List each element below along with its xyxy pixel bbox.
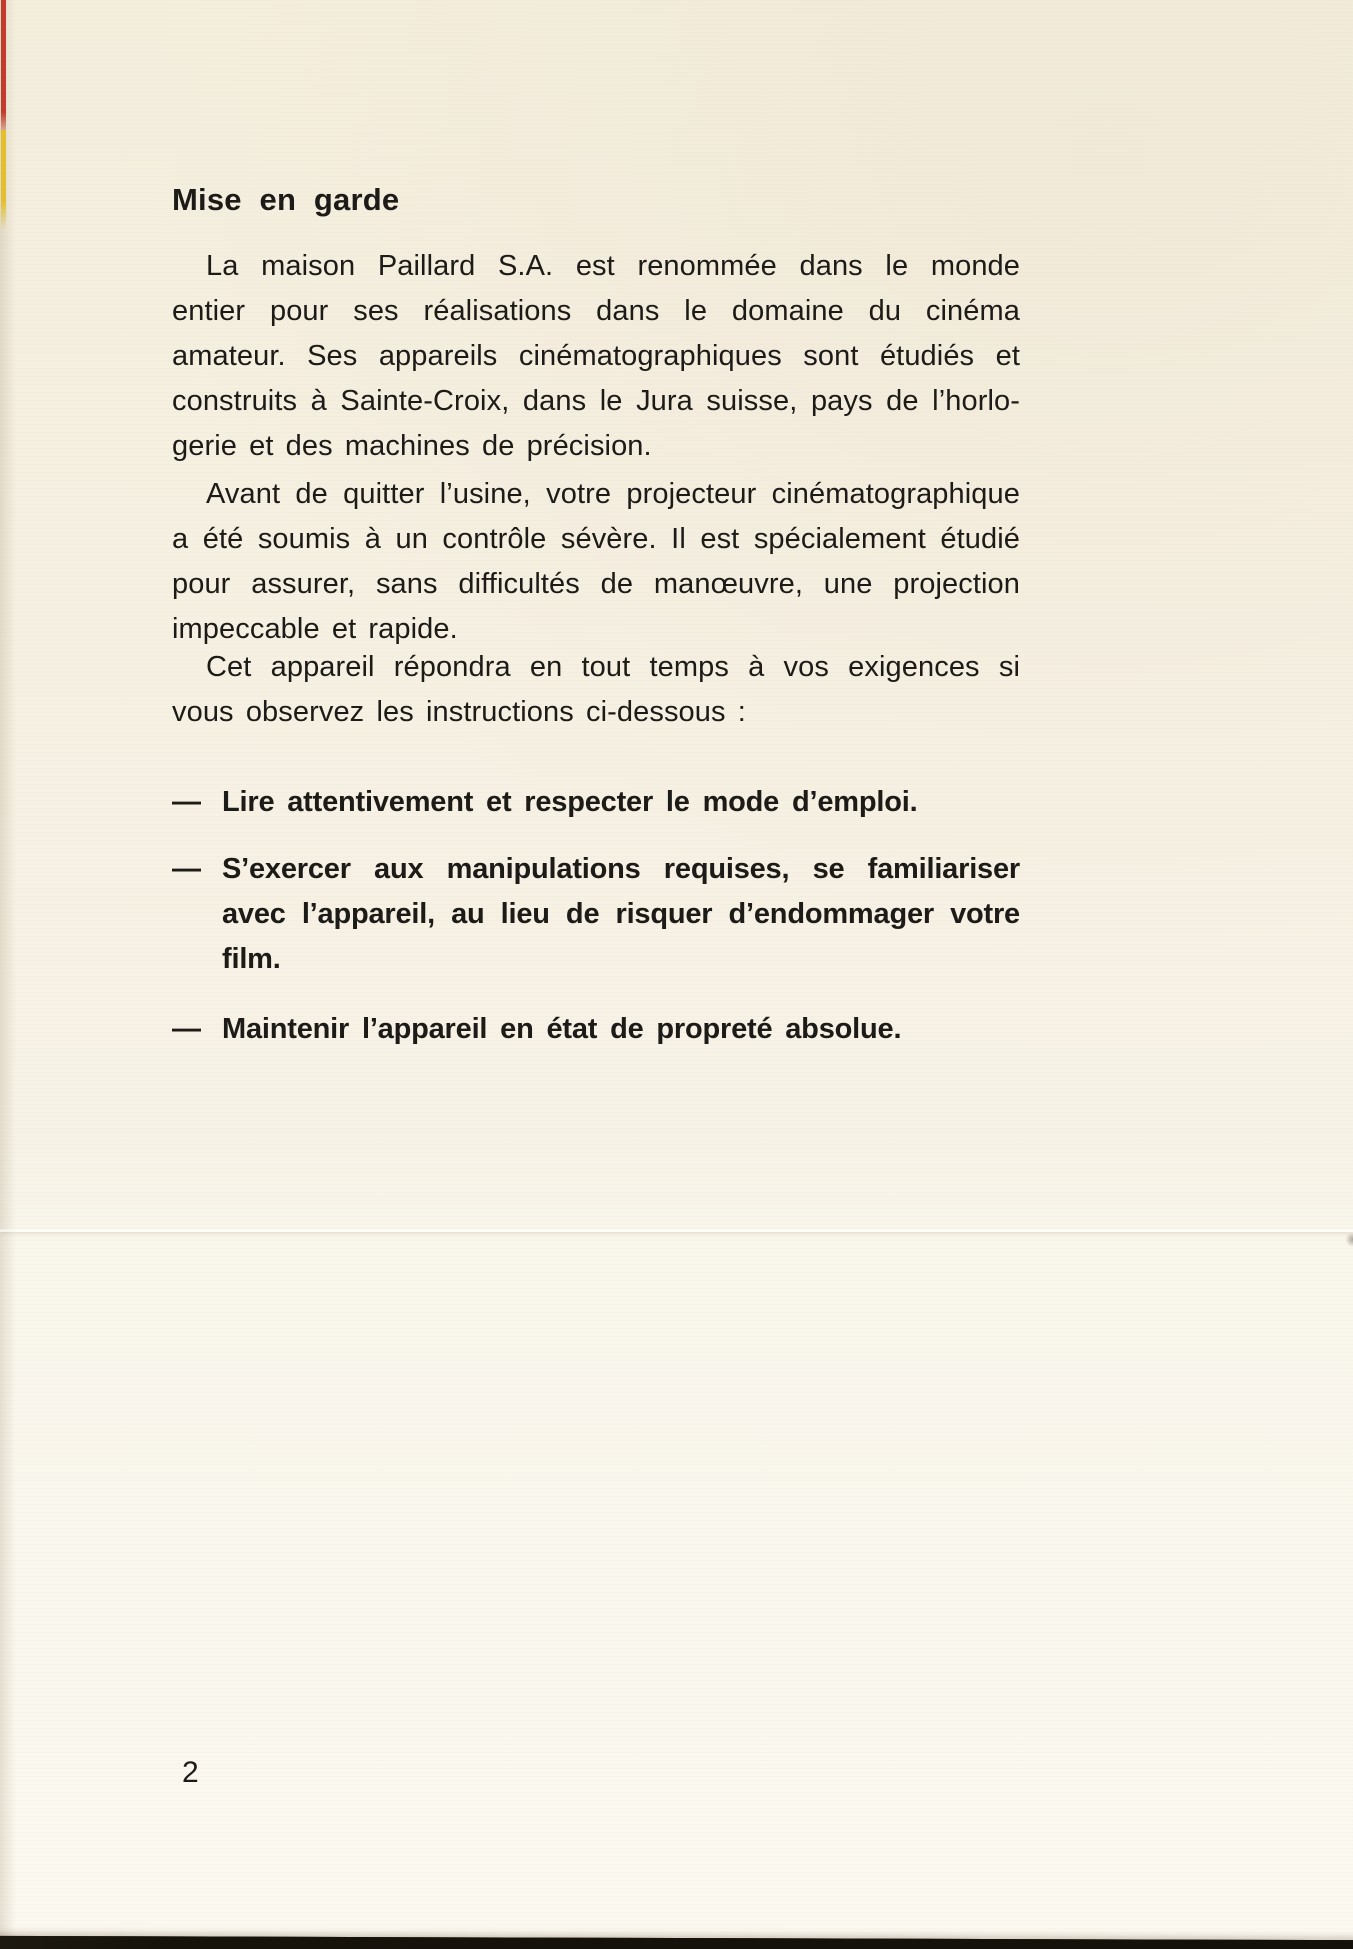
- paragraph-intro: [172, 244, 1020, 469]
- text-line: film.: [222, 943, 281, 975]
- right-edge-mark: [1345, 1232, 1353, 1247]
- instruction-item: [172, 847, 1020, 982]
- text-line: impeccable et rapide.: [172, 613, 458, 645]
- text-line: Cet appareil répondra en tout temps à vos exigences si: [206, 651, 1020, 683]
- text-line: vous observez les instructions ci-dessous :: [172, 696, 746, 728]
- instruction-item: [172, 1007, 1020, 1052]
- text-line: construits à Sainte-Croix, dans le Jura suisse, pays de l’horlo-: [172, 385, 1020, 417]
- paper-crease-line: [0, 1229, 1353, 1232]
- instruction-text: [222, 1007, 1020, 1052]
- page-title: Mise en garde: [172, 182, 400, 217]
- text-line: Lire attentivement et respecter le mode d’emploi.: [222, 786, 918, 818]
- page-edge-yellow-strip: [1, 130, 6, 230]
- text-line: La maison Paillard S.A. est renommée dans le monde: [206, 250, 1020, 282]
- dash-marker: —: [172, 853, 201, 885]
- instruction-text: [222, 847, 1020, 982]
- dash-marker: —: [172, 786, 201, 818]
- dash-marker: —: [172, 1013, 201, 1045]
- paragraph-quality-control: [172, 472, 1020, 652]
- text-line: S’exercer aux manipulations requises, se familiariser: [222, 853, 1020, 885]
- page-number: 2: [182, 1756, 199, 1789]
- text-line: pour assurer, sans difficultés de manœuvre, une projection: [172, 568, 1020, 600]
- instruction-item: [172, 780, 1020, 825]
- instruction-text: [222, 780, 1020, 825]
- text-line: Avant de quitter l’usine, votre projecteur cinématographique: [206, 478, 1020, 510]
- text-line: a été soumis à un contrôle sévère. Il est spécialement étudié: [172, 523, 1020, 555]
- text-line: amateur. Ses appareils cinématographiques sont étudiés et: [172, 340, 1020, 372]
- text-line: entier pour ses réalisations dans le domaine du cinéma: [172, 295, 1020, 327]
- text-line: avec l’appareil, au lieu de risquer d’endommager votre: [222, 898, 1020, 930]
- scan-bottom-edge: [0, 1936, 1353, 1949]
- text-line: Maintenir l’appareil en état de propreté absolue.: [222, 1013, 902, 1045]
- page-edge-red-strip: [1, 0, 6, 132]
- paragraph-instructions-lead: [172, 645, 1020, 735]
- text-line: gerie et des machines de précision.: [172, 430, 652, 462]
